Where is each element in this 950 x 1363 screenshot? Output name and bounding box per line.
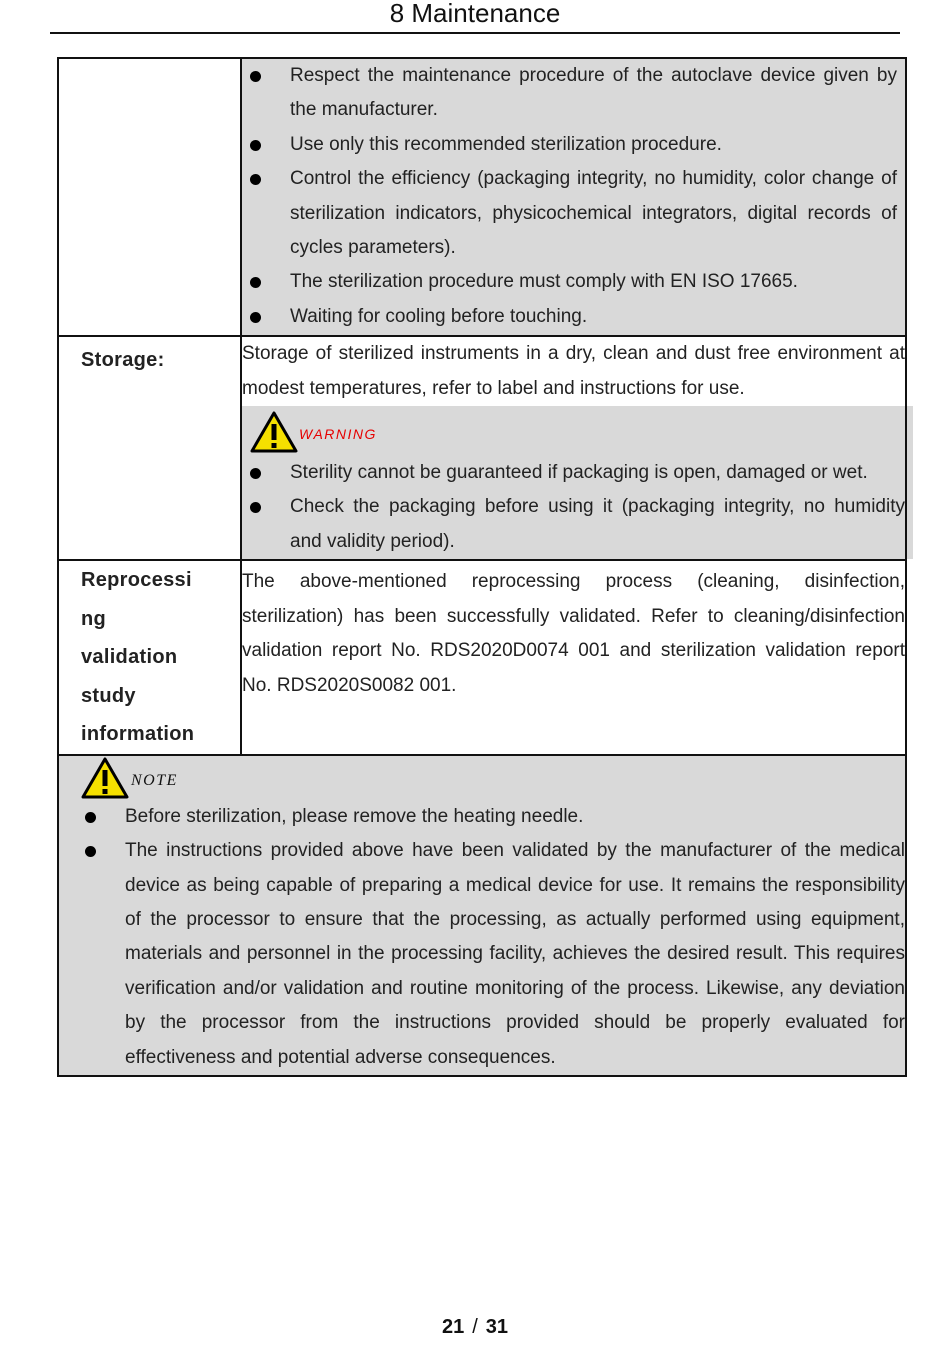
header-rule [50,32,900,34]
table-row [58,755,906,1076]
note-cell [58,755,906,1076]
warning-label: WARNING [299,426,377,443]
page-number [0,1316,950,1339]
note-header [59,756,905,800]
storage-warning-block [242,406,913,559]
storage-cell [241,336,906,560]
warning-bullet-list [242,456,905,559]
table-row [58,560,906,755]
list-item: Waiting for cooling before touching. [242,300,897,334]
warning-triangle-icon [250,411,298,453]
list-item: Use only this recommended sterilization procedure. [242,128,897,162]
list-item: Respect the maintenance procedure of the autoclave device given by the manufacturer. [242,59,897,128]
page-current: 21 [441,1316,465,1338]
list-item: The instructions provided above have been validated by the manufacturer of the medical device as being capable of preparing a medical device for use. It remains the responsibility of the processor to ensure that the processing, as actually performed using equipment, materials and personnel in the processing facility, achieves the desired result. This requires verification and/or validation and routine monitoring of the process. Likewise, any deviation by the processor from the instructions provided should be properly evaluated for effectiveness and potential adverse consequences. [59,834,905,1075]
warning-triangle-icon [81,757,129,799]
list-item: Control the efficiency (packaging integrity, no humidity, color change of sterilization indicators, physicochemical integrators, digital records of cycles parameters). [242,162,897,265]
table-row [58,58,906,336]
validation-label-line: Reprocessi [81,569,192,592]
table-row [58,336,906,560]
warning-header [242,408,905,456]
page-header-title: 8 Maintenance [389,0,561,28]
validation-label-line: information [81,723,195,746]
storage-label-cell [58,336,241,560]
validation-label-line: validation [81,646,178,669]
validation-text: The above-mentioned reprocessing process (cleaning, disinfection, sterilization) has been successfully validated. Refer to cleaning/disinfection validation report No. RDS2020D0074 001 and sterilization validation report No. RDS2020S0082 001. [242,571,905,696]
validation-label-line: study [81,684,136,707]
validation-label [59,561,240,754]
empty-label-cell [58,58,241,336]
list-item: Sterility cannot be guaranteed if packaging is open, damaged or wet. [242,456,905,490]
storage-label: Storage: [81,349,165,372]
maintenance-table [57,57,907,1077]
validation-cell [241,560,906,755]
note-label: NOTE [131,771,178,789]
list-item: Before sterilization, please remove the heating needle. [59,800,905,834]
sterilization-bullet-list [242,59,897,334]
note-bullet-list [59,800,905,1075]
storage-text: Storage of sterilized instruments in a dry, clean and dust free environment at modest temperatures, refer to label and instructions for use. [242,343,905,399]
validation-label-line: ng [81,607,107,630]
page-total: 31 [485,1316,509,1338]
sterilization-cell [241,58,906,336]
validation-label-cell [58,560,241,755]
page-separator: / [472,1316,478,1338]
list-item: The sterilization procedure must comply with EN ISO 17665. [242,265,897,299]
sterilization-shaded-block [242,59,905,335]
list-item: Check the packaging before using it (packaging integrity, no humidity and validity period). [242,490,905,559]
